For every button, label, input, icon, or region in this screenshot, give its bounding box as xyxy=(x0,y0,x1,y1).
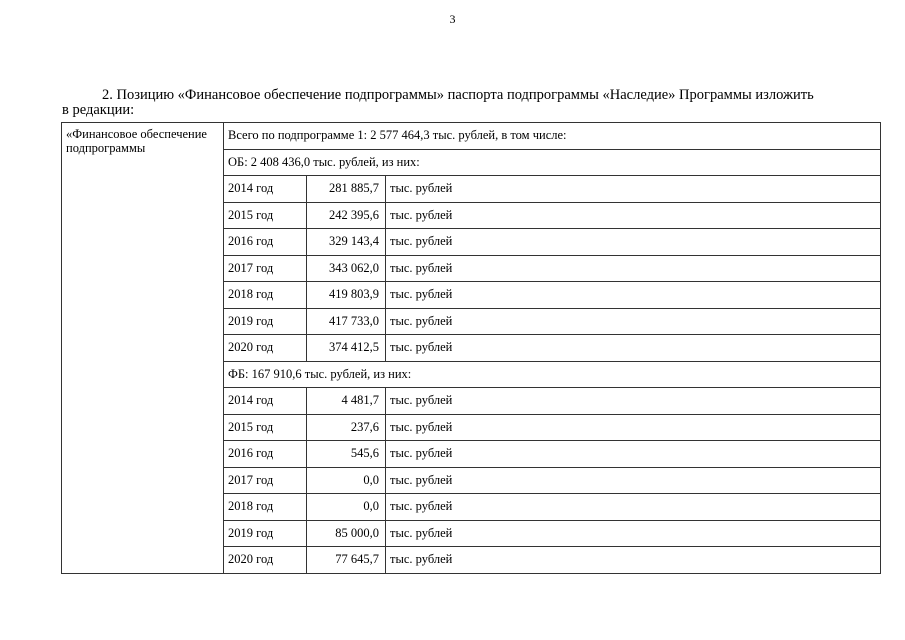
value-cell: 343 062,0 xyxy=(307,255,386,282)
intro-line-2: в редакции: xyxy=(62,102,135,118)
year-cell: 2015 год xyxy=(224,202,307,229)
year-cell: 2016 год xyxy=(224,229,307,256)
year-cell: 2017 год xyxy=(224,467,307,494)
value-cell: 237,6 xyxy=(307,414,386,441)
year-cell: 2020 год xyxy=(224,335,307,362)
table-row-total xyxy=(62,123,881,150)
value-cell: 242 395,6 xyxy=(307,202,386,229)
unit-cell: тыс. рублей xyxy=(386,547,881,574)
unit-cell: тыс. рублей xyxy=(386,467,881,494)
unit-cell: тыс. рублей xyxy=(386,414,881,441)
page-number: 3 xyxy=(449,12,456,26)
unit-cell: тыс. рублей xyxy=(386,441,881,468)
unit-cell: тыс. рублей xyxy=(386,282,881,309)
unit-cell: тыс. рублей xyxy=(386,255,881,282)
value-cell: 85 000,0 xyxy=(307,520,386,547)
year-cell: 2019 год xyxy=(224,308,307,335)
year-cell: 2014 год xyxy=(224,388,307,415)
year-cell: 2018 год xyxy=(224,282,307,309)
year-cell: 2018 год xyxy=(224,494,307,521)
value-cell: 0,0 xyxy=(307,494,386,521)
total-cell: Всего по подпрограмме 1: 2 577 464,3 тыс. рублей, в том числе: xyxy=(224,123,881,150)
unit-cell: тыс. рублей xyxy=(386,388,881,415)
unit-cell: тыс. рублей xyxy=(386,229,881,256)
year-cell: 2015 год xyxy=(224,414,307,441)
year-cell: 2019 год xyxy=(224,520,307,547)
value-cell: 4 481,7 xyxy=(307,388,386,415)
year-cell: 2014 год xyxy=(224,176,307,203)
financing-table xyxy=(61,122,881,574)
unit-cell: тыс. рублей xyxy=(386,308,881,335)
value-cell: 77 645,7 xyxy=(307,547,386,574)
value-cell: 417 733,0 xyxy=(307,308,386,335)
intro-paragraph xyxy=(62,88,882,118)
unit-cell: тыс. рублей xyxy=(386,494,881,521)
intro-line-1: 2. Позицию «Финансовое обеспечение подпрограммы» паспорта подпрограммы «Наследие» Программы изложить xyxy=(102,87,814,103)
year-cell: 2020 год xyxy=(224,547,307,574)
unit-cell: тыс. рублей xyxy=(386,335,881,362)
year-cell: 2016 год xyxy=(224,441,307,468)
value-cell: 545,6 xyxy=(307,441,386,468)
unit-cell: тыс. рублей xyxy=(386,202,881,229)
value-cell: 329 143,4 xyxy=(307,229,386,256)
year-cell: 2017 год xyxy=(224,255,307,282)
value-cell: 0,0 xyxy=(307,467,386,494)
unit-cell: тыс. рублей xyxy=(386,520,881,547)
label-cell: «Финансовое обеспечение подпрограммы xyxy=(62,123,224,574)
unit-cell: тыс. рублей xyxy=(386,176,881,203)
value-cell: 419 803,9 xyxy=(307,282,386,309)
group-header-cell: ОБ: 2 408 436,0 тыс. рублей, из них: xyxy=(224,149,881,176)
value-cell: 281 885,7 xyxy=(307,176,386,203)
group-header-cell: ФБ: 167 910,6 тыс. рублей, из них: xyxy=(224,361,881,388)
value-cell: 374 412,5 xyxy=(307,335,386,362)
